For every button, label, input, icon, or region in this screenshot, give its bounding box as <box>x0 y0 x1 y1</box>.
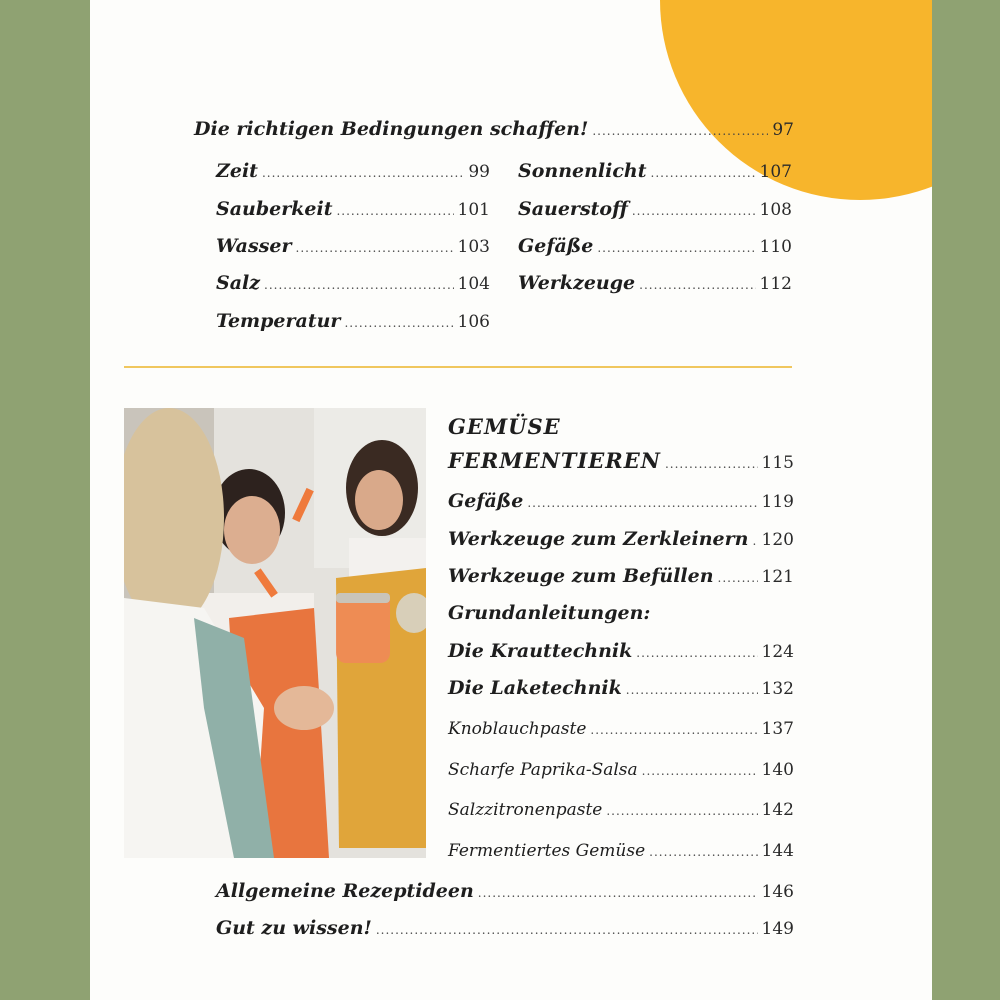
toc-page-number: 144 <box>761 841 794 861</box>
leader-dots <box>752 527 757 555</box>
toc-label: Sauberkeit <box>216 198 333 220</box>
toc-page-number: 112 <box>759 274 792 294</box>
toc-entry-temperatur <box>216 307 490 335</box>
toc-label: Die Krauttechnik <box>448 640 633 662</box>
toc-page-number: 120 <box>761 530 794 550</box>
leader-dots <box>376 916 758 944</box>
section-heading <box>448 412 794 442</box>
toc-label: Salz <box>216 272 261 294</box>
toc-page-number: 103 <box>457 237 490 257</box>
toc-page-number: 115 <box>761 453 794 473</box>
toc-entry-gemuese-fermentieren <box>448 446 794 476</box>
toc-entry-sauberkeit <box>216 195 490 223</box>
book-page <box>90 0 932 1000</box>
toc-label: Werkzeuge zum Befüllen <box>448 565 714 587</box>
toc-page-number: 146 <box>761 882 794 902</box>
toc-entry-paprika-salsa <box>448 756 794 784</box>
leader-dots <box>626 676 758 704</box>
leader-dots <box>344 309 453 337</box>
toc-entry-zeit <box>216 157 490 185</box>
toc-page-number: 149 <box>761 919 794 939</box>
leader-dots <box>718 564 758 592</box>
toc-label: Gefäße <box>448 490 524 512</box>
leader-dots <box>597 234 755 262</box>
toc-page-number: 119 <box>761 492 794 512</box>
leader-dots <box>642 757 758 785</box>
toc-entry-knoblauchpaste <box>448 715 794 743</box>
leader-dots <box>527 489 757 517</box>
leader-dots <box>632 197 756 225</box>
sub-heading-grundanleitungen <box>448 599 794 627</box>
photo-people-tasting <box>124 408 426 858</box>
leader-dots <box>665 449 758 479</box>
toc-label: Temperatur <box>216 310 341 332</box>
toc-entry-sonnenlicht <box>518 157 792 185</box>
leader-dots <box>264 271 454 299</box>
toc-label: Allgemeine Rezeptideen <box>216 880 474 902</box>
toc-label: Zeit <box>216 160 258 182</box>
toc-entry-salzzitronenpaste <box>448 796 794 824</box>
toc-page-number: 106 <box>457 312 490 332</box>
toc-entry-befuellen <box>448 562 794 590</box>
leader-dots <box>262 159 464 187</box>
toc-label: Fermentiertes Gemüse <box>448 841 646 861</box>
toc-label: Salzzitronenpaste <box>448 800 603 820</box>
toc-entry-sauerstoff <box>518 195 792 223</box>
section-heading-line1: GEMÜSE <box>448 414 561 439</box>
toc-label: Knoblauchpaste <box>448 719 587 739</box>
leader-dots <box>478 879 758 907</box>
toc-page-number: 124 <box>761 642 794 662</box>
toc-entry-salz <box>216 269 490 297</box>
toc-label: Werkzeuge zum Zerkleinern <box>448 528 749 550</box>
toc-page-number: 137 <box>761 719 794 739</box>
toc-label: Werkzeuge <box>518 272 636 294</box>
leader-dots <box>336 197 453 225</box>
toc-page-number: 108 <box>759 200 792 220</box>
section-heading-line2: FERMENTIEREN <box>448 448 661 473</box>
toc-entry-werkzeuge <box>518 269 792 297</box>
toc-label: Die richtigen Bedingungen schaffen! <box>194 118 589 140</box>
toc-label: Sauerstoff <box>518 198 628 220</box>
leader-dots <box>636 639 757 667</box>
toc-entry-krauttechnik <box>448 637 794 665</box>
toc-page-number: 99 <box>468 162 490 182</box>
toc-page-number: 97 <box>772 120 794 140</box>
toc-label: Scharfe Paprika-Salsa <box>448 760 638 780</box>
toc-page-number: 104 <box>457 274 490 294</box>
photo-illustration <box>124 408 426 858</box>
toc-page-number: 140 <box>761 760 794 780</box>
leader-dots <box>649 838 757 866</box>
leader-dots <box>606 797 757 825</box>
leader-dots <box>590 716 757 744</box>
toc-entry-laketechnik <box>448 674 794 702</box>
toc-page-number: 107 <box>759 162 792 182</box>
toc-label: Wasser <box>216 235 292 257</box>
leader-dots <box>651 159 756 187</box>
toc-page-number: 110 <box>759 237 792 257</box>
toc-label: Gefäße <box>518 235 594 257</box>
toc-label: Gut zu wissen! <box>216 917 372 939</box>
leader-dots <box>639 271 755 299</box>
toc-page-number: 132 <box>761 679 794 699</box>
toc-entry-zerkleinern <box>448 525 794 553</box>
toc-entry-rezeptideen <box>216 877 794 905</box>
toc-page-number: 121 <box>761 567 794 587</box>
toc-entry-gefaesse-2 <box>448 487 794 515</box>
toc-entry-gefaesse <box>518 232 792 260</box>
toc-label: Die Laketechnik <box>448 677 622 699</box>
leader-dots <box>592 117 768 145</box>
toc-label: Grundanleitungen: <box>448 602 651 624</box>
toc-page-number: 101 <box>457 200 490 220</box>
divider-line <box>124 366 792 368</box>
toc-entry-fermentiertes-gemuese <box>448 837 794 865</box>
leader-dots <box>296 234 454 262</box>
toc-label: Sonnenlicht <box>518 160 647 182</box>
toc-page-number: 142 <box>761 800 794 820</box>
toc-entry-bedingungen <box>194 115 794 143</box>
toc-entry-gut-zu-wissen <box>216 914 794 942</box>
toc-entry-wasser <box>216 232 490 260</box>
